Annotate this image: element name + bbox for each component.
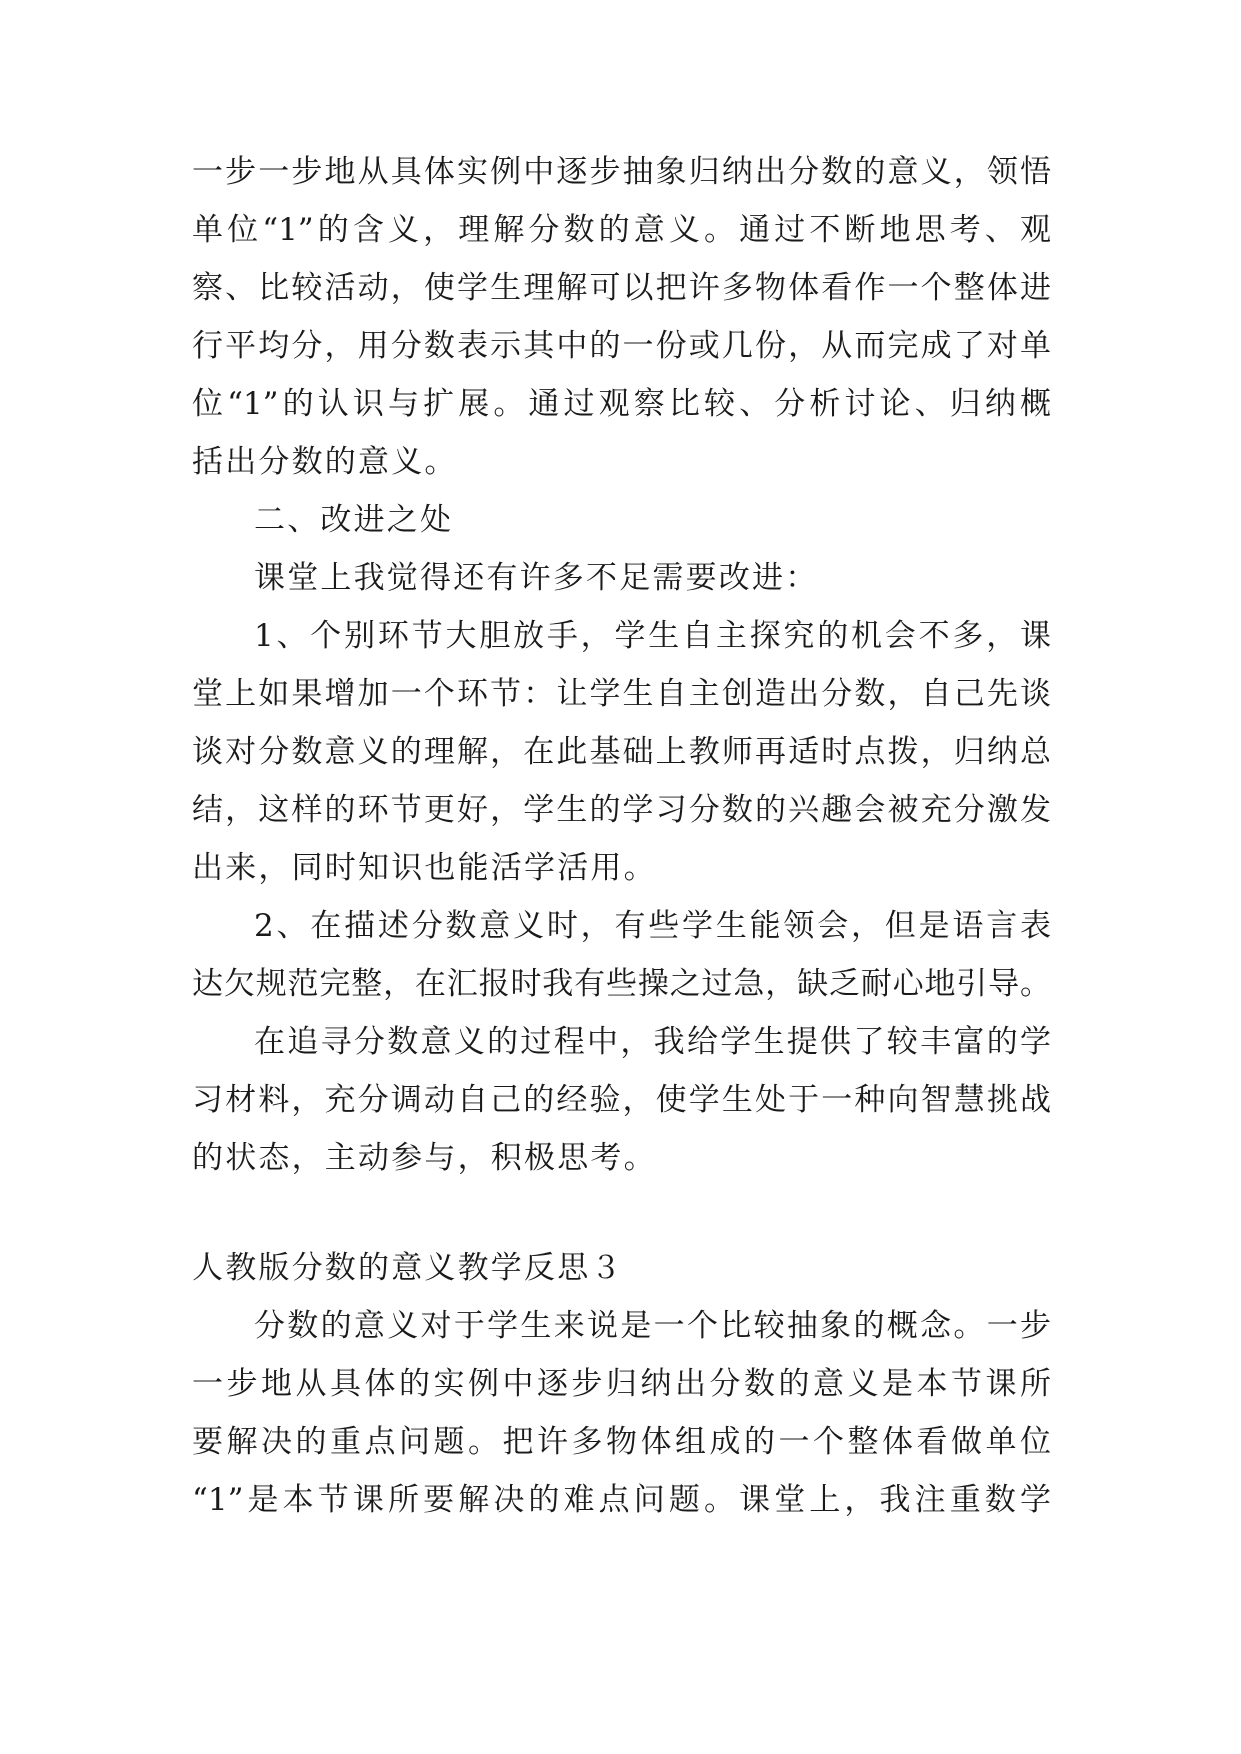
text-line: 2、在描述分数意义时，有些学生能领会，但是语言表: [254, 908, 1051, 944]
text-line: 习材料，充分调动自己的经验，使学生处于一种向智慧挑战: [192, 1082, 1051, 1118]
text-line: 课堂上我觉得还有许多不足需要改进：: [254, 560, 819, 596]
text-line: 一步一步地从具体实例中逐步抽象归纳出分数的意义，领悟: [192, 154, 1051, 190]
text-line: 要解决的重点问题。把许多物体组成的一个整体看做单位: [192, 1424, 1051, 1460]
document-title: 人教版分数的意义教学反思３: [192, 1250, 624, 1286]
text-line: 括出分数的意义。: [192, 444, 458, 480]
text-line: 一步地从具体的实例中逐步归纳出分数的意义是本节课所: [192, 1366, 1051, 1402]
text-line: 结，这样的环节更好，学生的学习分数的兴趣会被充分激发: [192, 792, 1051, 828]
text-line: 1、个别环节大胆放手，学生自主探究的机会不多，课: [254, 618, 1051, 654]
text-line: 行平均分，用分数表示其中的一份或几份，从而完成了对单: [192, 328, 1051, 364]
text-line: 出来，同时知识也能活学活用。: [192, 850, 657, 886]
text-line: 位“1”的认识与扩展。通过观察比较、分析讨论、归纳概: [192, 386, 1051, 422]
text-line: 的状态，主动参与，积极思考。: [192, 1140, 657, 1176]
text-line: 察、比较活动，使学生理解可以把许多物体看作一个整体进: [192, 270, 1051, 306]
section-heading: 二、改进之处: [254, 502, 454, 538]
text-line: 达欠规范完整，在汇报时我有些操之过急，缺乏耐心地引导。: [192, 966, 1051, 1002]
text-line: “1”是本节课所要解决的难点问题。课堂上，我注重数学: [192, 1482, 1051, 1518]
text-line: 分数的意义对于学生来说是一个比较抽象的概念。一步: [254, 1308, 1051, 1344]
text-line: 在追寻分数意义的过程中，我给学生提供了较丰富的学: [254, 1024, 1051, 1060]
text-line: 谈对分数意义的理解，在此基础上教师再适时点拨，归纳总: [192, 734, 1051, 770]
text-line: 单位“1”的含义，理解分数的意义。通过不断地思考、观: [192, 212, 1051, 248]
text-line: 堂上如果增加一个环节：让学生自主创造出分数，自己先谈: [192, 676, 1051, 712]
